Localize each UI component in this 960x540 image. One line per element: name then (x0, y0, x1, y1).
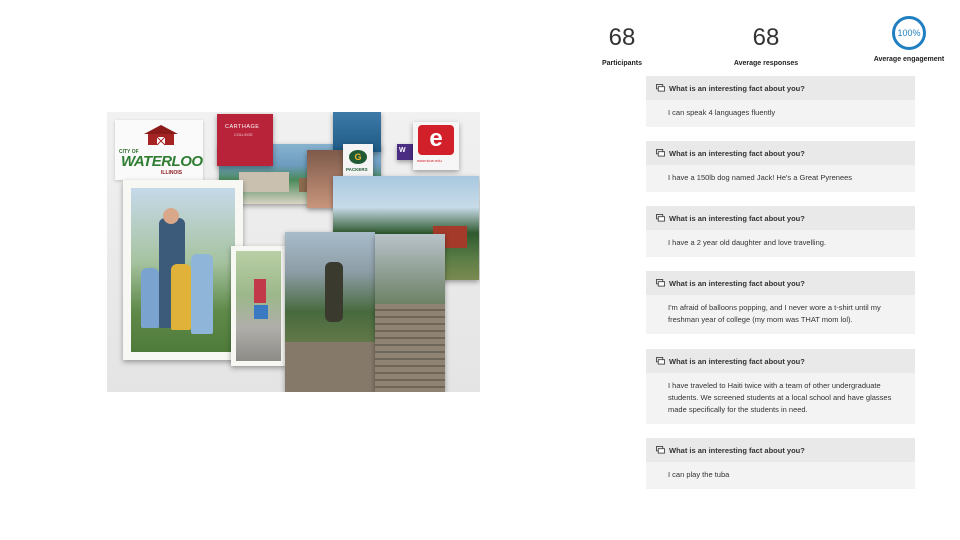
engagement-value: 100% (897, 28, 921, 38)
question-card (646, 206, 915, 257)
packers-g: G (349, 150, 367, 164)
photo-collage (107, 112, 480, 392)
siue-e: e (418, 125, 454, 155)
ruins-photo (375, 234, 445, 392)
answer-text: I can play the tuba (646, 462, 915, 489)
question-text: What is an interesting fact about you? (669, 83, 805, 93)
question-text: What is an interesting fact about you? (669, 356, 805, 366)
chat-bubble-icon (656, 214, 665, 222)
question-header (646, 206, 915, 230)
chat-bubble-icon (656, 149, 665, 157)
family-photo (123, 180, 243, 360)
average-responses-stat (726, 24, 806, 67)
question-header (646, 141, 915, 165)
question-text: What is an interesting fact about you? (669, 148, 805, 158)
question-header (646, 438, 915, 462)
carthage-sub: COLLEGE (234, 132, 253, 137)
chat-bubble-icon (656, 84, 665, 92)
question-card (646, 141, 915, 192)
barn-icon (142, 124, 180, 146)
question-header (646, 76, 915, 100)
average-engagement-stat (870, 16, 948, 63)
answer-text: I can speak 4 languages fluently (646, 100, 915, 127)
question-card (646, 438, 915, 489)
carthage-name: CARTHAGE (225, 124, 260, 130)
carthage-logo (217, 114, 273, 166)
answer-text: I have traveled to Haiti twice with a team of other undergraduate students. We screened students at a local school and have glasses made specifically for the students in need. (646, 373, 915, 424)
participants-label: Participants (601, 60, 643, 67)
packers-text: PACKERS (346, 167, 368, 172)
question-card (646, 76, 915, 127)
siue-url: www.siue.edu (417, 158, 442, 163)
answer-text: I'm afraid of balloons popping, and I never wore a t-shirt until my freshman year of college (my mom was THAT mom lol). (646, 295, 915, 334)
waterloo-city-label: CITY OF (119, 149, 139, 155)
hiker-photo (285, 232, 375, 392)
packers-logo (343, 144, 373, 178)
question-header (646, 271, 915, 295)
siue-logo (413, 122, 459, 170)
purple-logo-text: W (399, 147, 406, 154)
question-text: What is an interesting fact about you? (669, 445, 805, 455)
answer-text: I have a 2 year old daughter and love travelling. (646, 230, 915, 257)
question-text: What is an interesting fact about you? (669, 213, 805, 223)
question-card (646, 349, 915, 424)
chat-bubble-icon (656, 446, 665, 454)
average-responses-count: 68 (752, 24, 780, 51)
waterloo-logo (115, 120, 203, 180)
question-header (646, 349, 915, 373)
waterloo-name: WATERLOO (121, 153, 203, 170)
question-card (646, 271, 915, 334)
chat-bubble-icon (656, 279, 665, 287)
participants-count: 68 (608, 24, 636, 51)
average-responses-label: Average responses (733, 60, 799, 67)
question-text: What is an interesting fact about you? (669, 278, 805, 288)
chat-bubble-icon (656, 357, 665, 365)
engagement-ring (892, 16, 926, 50)
engagement-label: Average engagement (873, 56, 945, 63)
participants-stat (592, 24, 652, 67)
waterloo-state: ILLINOIS (161, 170, 183, 176)
answer-text: I have a 150lb dog named Jack! He's a Great Pyrenees (646, 165, 915, 192)
scooter-photo (231, 246, 286, 366)
